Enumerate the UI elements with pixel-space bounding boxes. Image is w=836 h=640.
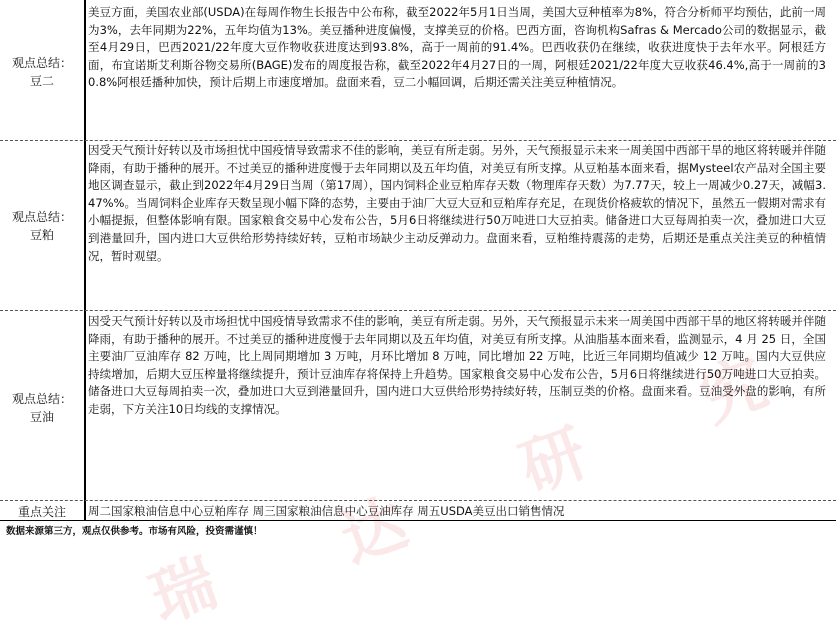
row-divider-2 xyxy=(0,310,836,311)
focus-label: 重点关注 xyxy=(17,505,66,519)
column-divider xyxy=(84,0,86,521)
disclaimer-footer: 数据来源第三方，观点仅供参考。市场有风险，投资需谨慎！ xyxy=(6,526,263,537)
summary-text-doupo: 因受天气预计好转以及市场担忧中国疫情导致需求不佳的影响，美豆有所走弱。另外，天气预报显示未来一周美国中西部干旱的地区将转暖并伴随降雨，有助于播种的展开。不过美豆的播种进度慢于去年同期以及五年均值，对美豆有所支撑。从豆粕基本面来看，据Mysteel农产品对全国主要地区调查显示，截止到2022年4月29日当周（第17周），国内饲料企业豆粕库存天数（物理库存天数）为7.77天，较上一周减少0.27天，减幅3.47%%。当周饲料企业库存天数呈现小幅下降的态势，主要由于油厂大豆大豆和豆粕库存充足，在现货价格疲软的情况下，虽然五一假期对需求有小幅提振，但整体影响有限。国家粮食交易中心发布公告，5月6日将继续进行50万吨进口大豆拍卖。储备进口大豆每周拍卖一次，叠加进口大豆到港量回升，国内进口大豆供给形势持续好转，豆粕市场缺少主动反弹动力。盘面来看，豆粕维持震荡的走势，后期还是重点关注美豆的种植情况，暂时观望。 xyxy=(88,143,826,263)
watermark-char-3: 研 xyxy=(511,415,597,508)
summary-text-dou2: 美豆方面，美国农业部(USDA)在每周作物生长报告中公布称，截至2022年5月1日当周，美国大豆种植率为8%，符合分析师平均预估，此前一周为3%，去年同期为22%，五年均值为13%。美豆播种进度偏慢，支撑美豆的价格。巴西方面，咨询机构Safras & Mercado公司的数据显示，截至4月29日，巴西2021/22年度大豆作物收获进度达到93.8%，高于一周前的91.4%。巴西收获仍在继续，收获进度快于去年水平。阿根廷方面，布宜诺斯艾利斯谷物交易所(BAGE)发布的周度报告称，截至2022年4月27日的一周，阿根廷2021/22年度大豆收获46.4%,高于一周前的30.8%阿根廷播种加快，预计后期上市速度增加。盘面来看，豆二小幅回调，后期还需关注美豆种植情况。 xyxy=(88,5,826,90)
summary-label-dou2: 观点总结： 豆二 xyxy=(11,56,72,88)
row-divider-1 xyxy=(0,140,836,141)
summary-label-doupo: 观点总结： 豆粕 xyxy=(11,210,72,242)
summary-label-douyou: 观点总结： 豆油 xyxy=(11,392,72,424)
row-divider-3 xyxy=(0,500,836,501)
watermark-char-2: 达 xyxy=(331,485,417,578)
summary-text-douyou: 因受天气预计好转以及市场担忧中国疫情导致需求不佳的影响，美豆有所走弱。另外，天气预报显示未来一周美国中西部干旱的地区将转暖并伴随降雨，有助于播种的展开。不过美豆的播种进度慢于去年同期以及五年均值，对美豆有所支撑。从油脂基本面来看，监测显示，4 月 25 日，全国主要油厂豆油库存 82 万吨，比上周同期增加 3 万吨，月环比增加 8 万吨，同比增加 22 万吨，比近三年同期均值减少 12 万吨。国内大豆供应持续增加，后期大豆压榨量将继续提升，预计豆油库存将保持上升趋势。国家粮食交易中心发布公告，5月6日将继续进行50万吨进口大豆拍卖。储备进口大豆每周拍卖一次，叠加进口大豆到港量回升，国内进口大豆供给形势持续好转，压制豆类的价格。盘面来看。豆油受外盘的影响，有所走弱，下方关注10日均线的支撑情况。 xyxy=(88,314,826,416)
table-bottom-border xyxy=(0,520,836,521)
watermark-char-1: 瑞 xyxy=(141,545,227,638)
watermark-char-4: 究 xyxy=(691,345,777,438)
focus-text: 周二国家粮油信息中心豆粕库存 周三国家粮油信息中心豆油库存 周五USDA美豆出口销售情况 xyxy=(88,504,565,518)
